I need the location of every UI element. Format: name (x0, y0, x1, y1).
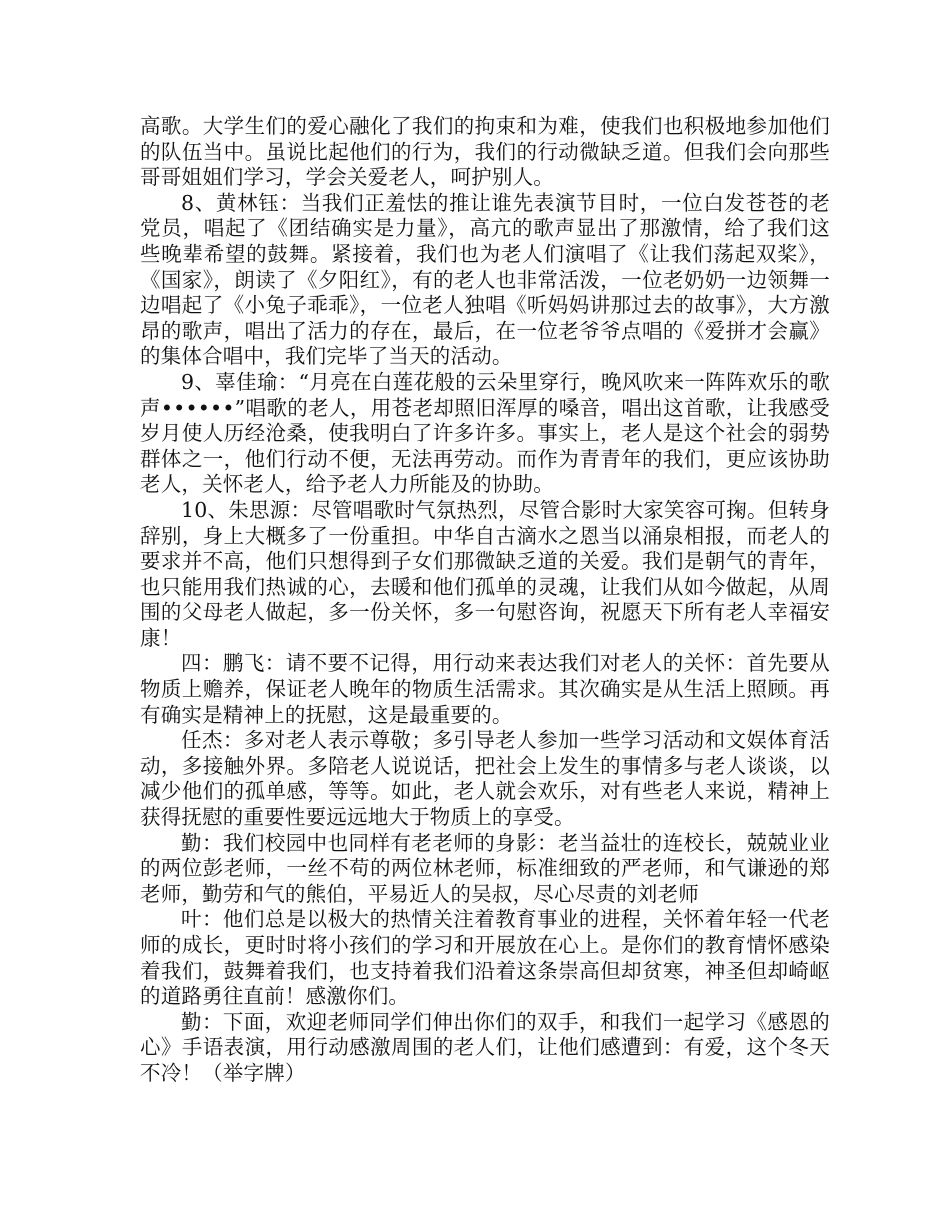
paragraph-3: 9、辜佳瑜：“月亮在白莲花般的云朵里穿行，晚风吹来一阵阵欢乐的歌声••••••”唱歌的老人，用苍老却照旧浑厚的嗓音，唱出这首歌，让我感受岁月使人历经沧桑，使我明白了许多许多。事实上，老人是这个社会的弱势群体之一，他们行动不便，无法再劳动。而作为青青年的我们，更应该协助老人，关怀老人，给予老人力所能及的协助。 (140, 369, 830, 497)
paragraph-8: 叶：他们总是以极大的热情关注着教育事业的进程，关怀着年轻一代老师的成长，更时时将小孩们的学习和开展放在心上。是你们的教育情怀感染着我们，鼓舞着我们，也支持着我们沿着这条崇高但却贫寒，神圣但却崎岖的道路勇往直前！感激你们。 (140, 907, 830, 1009)
paragraph-4: 10、朱思源：尽管唱歌时气氛热烈，尽管合影时大家笑容可掬。但转身辞别，身上大概多了一份重担。中华自古滴水之恩当以涌泉相报，而老人的要求并不高，他们只想得到子女们那微缺乏道的关爱。我们是朝气的青年，也只能用我们热诚的心，去暖和他们孤单的灵魂，让我们从如今做起，从周围的父母老人做起，多一份关怀，多一句慰咨询，祝愿天下所有老人幸福安康！ (140, 497, 830, 650)
paragraph-6: 任杰：多对老人表示尊敬；多引导老人参加一些学习活动和文娱体育活动，多接触外界。多陪老人说说话，把社会上发生的事情多与老人谈谈，以减少他们的孤单感，等等。如此，老人就会欢乐，对有些老人来说，精神上获得抚慰的重要性要远远地大于物质上的享受。 (140, 728, 830, 830)
paragraph-9: 勤：下面，欢迎老师同学们伸出你们的双手，和我们一起学习《感恩的心》手语表演，用行动感激周围的老人们，让他们感遭到：有爱，这个冬天不冷！（举字牌） (140, 1009, 830, 1085)
paragraph-1: 高歌。大学生们的爱心融化了我们的拘束和为难，使我们也积极地参加他们的队伍当中。虽说比起他们的行为，我们的行动微缺乏道。但我们会向那些哥哥姐姐们学习，学会关爱老人，呵护别人。 (140, 114, 830, 190)
paragraph-7: 勤：我们校园中也同样有老老师的身影：老当益壮的连校长，兢兢业业的两位彭老师，一丝不苟的两位林老师，标准细致的严老师，和气谦逊的郑老师，勤劳和气的熊伯，平易近人的吴叔，尽心尽责的刘老师 (140, 830, 830, 906)
paragraph-5: 四：鹏飞：请不要不记得，用行动来表达我们对老人的关怀：首先要从物质上赡养，保证老人晚年的物质生活需求。其次确实是从生活上照顾。再有确实是精神上的抚慰，这是最重要的。 (140, 651, 830, 727)
paragraph-2: 8、黄林钰：当我们正羞怯的推让谁先表演节目时，一位白发苍苍的老党员，唱起了《团结确实是力量》，高亢的歌声显出了那激情，给了我们这些晚辈希望的鼓舞。紧接着，我们也为老人们演唱了《让我们荡起双桨》，《国家》，朗读了《夕阳红》，有的老人也非常活泼，一位老奶奶一边领舞一边唱起了《小兔子乖乖》，一位老人独唱《听妈妈讲那过去的故事》，大方激昂的歌声，唱出了活力的存在，最后，在一位老爷爷点唱的《爱拼才会赢》的集体合唱中，我们完毕了当天的活动。 (140, 190, 830, 369)
document-body (140, 114, 830, 1087)
